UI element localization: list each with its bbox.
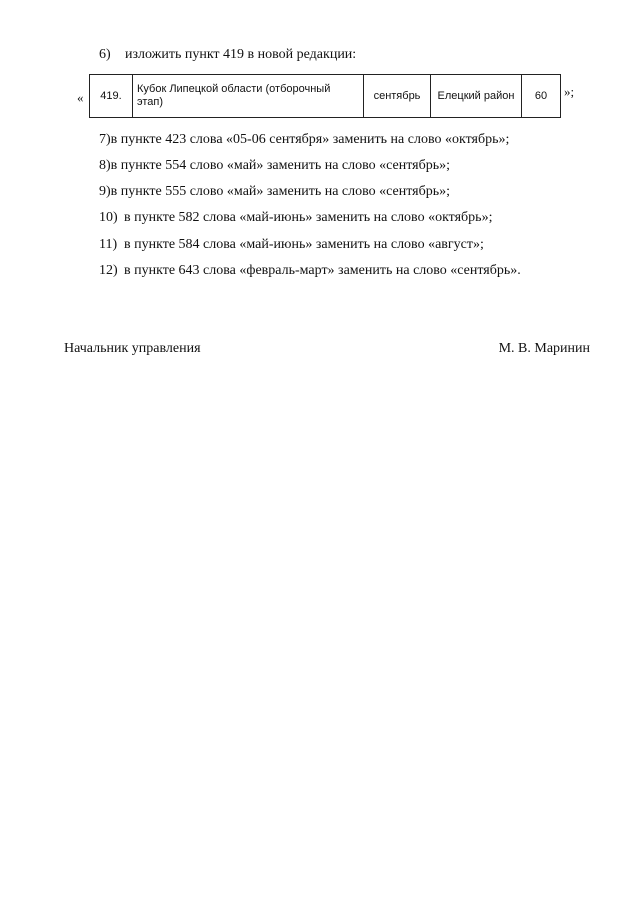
- item-number: 11): [99, 237, 118, 252]
- list-item: [99, 132, 509, 148]
- item-number: 9): [99, 184, 111, 199]
- cell-name: Кубок Липецкой области (отборочный этап): [133, 75, 364, 118]
- cell-place: Елецкий район: [431, 75, 522, 118]
- cell-month: сентябрь: [364, 75, 431, 118]
- item-text: в пункте 582 слова «май-июнь» заменить на слово «октябрь»;: [124, 210, 493, 225]
- item-number: 12): [99, 263, 118, 278]
- item-text: в пункте 643 слова «февраль-март» заменить на слово «сентябрь».: [124, 263, 521, 278]
- item-text: в пункте 584 слова «май-июнь» заменить на слово «август»;: [124, 237, 484, 252]
- list-item: [99, 158, 450, 174]
- amendment-table: [89, 74, 561, 118]
- cell-number: 419.: [90, 75, 133, 118]
- item-number: 7): [99, 132, 111, 147]
- item-text: в пункте 554 слово «май» заменить на слово «сентябрь»;: [110, 158, 450, 173]
- item-number: 8): [99, 158, 111, 173]
- signature-position: Начальник управления: [64, 341, 201, 356]
- item-text: в пункте 555 слово «май» заменить на слово «сентябрь»;: [110, 184, 450, 199]
- item-text: в пункте 423 слова «05-06 сентября» заменить на слово «октябрь»;: [110, 132, 510, 147]
- list-item: [99, 237, 484, 253]
- intro-text: изложить пункт 419 в новой редакции:: [125, 47, 357, 62]
- cell-count: 60: [522, 75, 561, 118]
- list-item: [99, 263, 521, 279]
- intro-line: [99, 47, 356, 63]
- open-quote: «: [77, 90, 84, 105]
- list-item: [99, 210, 492, 226]
- signature-name: М. В. Маринин: [498, 341, 590, 356]
- list-item: [99, 184, 450, 200]
- item-number: 10): [99, 210, 118, 225]
- table-row: [90, 75, 561, 118]
- intro-number: 6): [99, 47, 111, 62]
- close-quote: »;: [564, 84, 575, 99]
